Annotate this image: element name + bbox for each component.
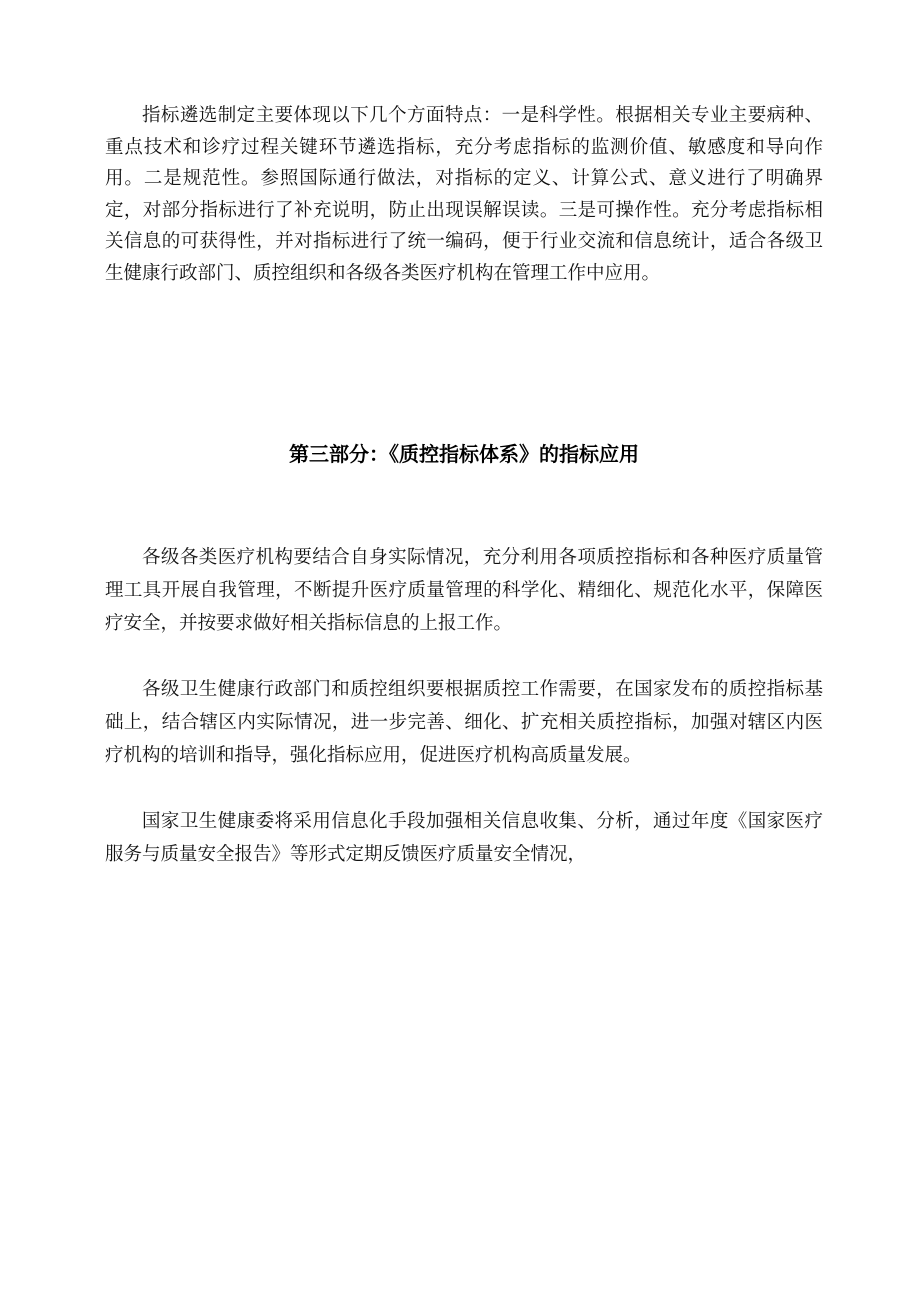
paragraph-medical-institutions: 各级各类医疗机构要结合自身实际情况，充分利用各项质控指标和各种医疗质量管理工具开展自我管理，不断提升医疗质量管理的科学化、精细化、规范化水平，保障医疗安全，并按要求做好相关指标信息的上报工作。 xyxy=(105,547,823,634)
section-heading-part-three: 第三部分：《质控指标体系》的指标应用 xyxy=(289,442,639,466)
paragraph-health-departments: 各级卫生健康行政部门和质控组织要根据质控工作需要，在国家发布的质控指标基础上，结合辖区内实际情况，进一步完善、细化、扩充相关质控指标，加强对辖区内医疗机构的培训和指导，强化指标应用，促进医疗机构高质量发展。 xyxy=(105,679,823,766)
paragraph-indicator-selection-features: 指标遴选制定主要体现以下几个方面特点：一是科学性。根据相关专业主要病种、重点技术和诊疗过程关键环节遴选指标，充分考虑指标的监测价值、敏感度和导向作用。二是规范性。参照国际通行做法，对指标的定义、计算公式、意义进行了明确界定，对部分指标进行了补充说明，防止出现误解误读。三是可操作性。充分考虑指标相关信息的可获得性，并对指标进行了统一编码，便于行业交流和信息统计，适合各级卫生健康行政部门、质控组织和各级各类医疗机构在管理工作中应用。 xyxy=(105,105,823,284)
paragraph-national-commission: 国家卫生健康委将采用信息化手段加强相关信息收集、分析，通过年度《国家医疗服务与质量安全报告》等形式定期反馈医疗质量安全情况， xyxy=(105,811,823,865)
